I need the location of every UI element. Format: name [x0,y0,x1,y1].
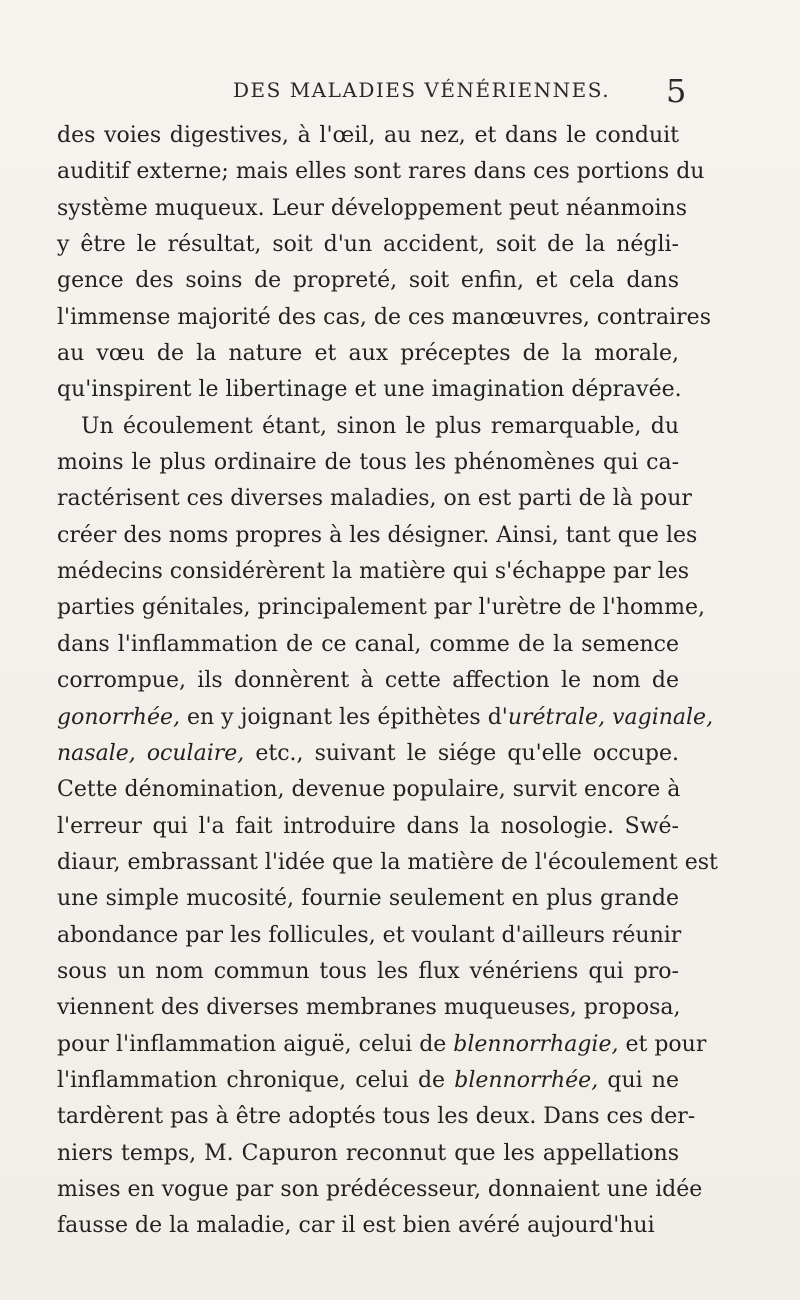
text-line: niers temps, M. Capuron reconnut que les appellations [57,1140,679,1166]
running-title: DES MALADIES VÉNÉRIENNES. [233,78,611,102]
text-line: au vœu de la nature et aux préceptes de la morale, [57,341,679,367]
text-line: qu'inspirent le libertinage et une imagination dépravée. [57,377,682,403]
text-line: dans l'inflammation de ce canal, comme de la semence [57,631,679,657]
italic-term: blennorrhée, [454,1067,599,1093]
italic-term: nasale, oculaire, [57,740,245,766]
text-line: diaur, embrassant l'idée que la matière de l'écoulement est [57,849,718,875]
page-number: 5 [666,72,687,110]
text-line: fausse de la maladie, car il est bien avéré aujourd'hui [57,1213,655,1239]
text-line: tardèrent pas à être adoptés tous les deux. Dans ces der- [57,1104,696,1130]
text-line: viennent des diverses membranes muqueuses, proposa, [57,995,681,1021]
italic-term: gonorrhée, [57,704,180,730]
text-line: l'erreur qui l'a fait introduire dans la nosologie. Swé- [57,813,679,839]
text-line: Un écoulement étant, sinon le plus remarquable, du [81,413,679,439]
text-line: l'inflammation chronique, celui de blennorrhée, qui ne [57,1067,679,1093]
text-line: des voies digestives, à l'œil, au nez, et dans le conduit [57,123,679,148]
text-line: abondance par les follicules, et voulant d'ailleurs réunir [57,922,682,948]
text-line: créer des noms propres à les désigner. Ainsi, tant que les [57,522,698,548]
text-line: pour l'inflammation aiguë, celui de blennorrhagie, et pour [57,1031,707,1057]
text-line: gence des soins de propreté, soit enfin, et cela dans [57,268,679,294]
body-text [57,118,718,1245]
text-line: ractérisent ces diverses maladies, on est parti de là pour [57,486,692,512]
text-line: sous un nom commun tous les flux vénériens qui pro- [57,958,679,984]
text-line: une simple mucosité, fournie seulement en plus grande [57,886,679,912]
text-line: système muqueux. Leur développement peut néanmoins [57,195,687,221]
text-line: gonorrhée, en y joignant les épithètes d'urétrale, vaginale, [57,704,714,730]
page-header [0,72,800,114]
text-line: l'immense majorité des cas, de ces manœuvres, contraires [57,304,711,330]
italic-term: urétrale, vaginale, [507,704,714,730]
italic-term: blennorrhagie, [453,1031,619,1057]
text-line: médecins considérèrent la matière qui s'échappe par les [57,559,690,585]
text-line: moins le plus ordinaire de tous les phénomènes qui ca- [57,450,679,476]
text-line: parties génitales, principalement par l'urètre de l'homme, [57,595,705,621]
text-line: auditif externe; mais elles sont rares dans ces portions du [57,159,705,185]
text-line: y être le résultat, soit d'un accident, soit de la négli- [57,232,679,258]
text-line: nasale, oculaire, etc., suivant le siége qu'elle occupe. [57,740,680,766]
text-line: Cette dénomination, devenue populaire, survit encore à [57,777,681,803]
text-line: corrompue, ils donnèrent à cette affection le nom de [57,668,679,694]
text-line: mises en vogue par son prédécesseur, donnaient une idée [57,1176,703,1202]
